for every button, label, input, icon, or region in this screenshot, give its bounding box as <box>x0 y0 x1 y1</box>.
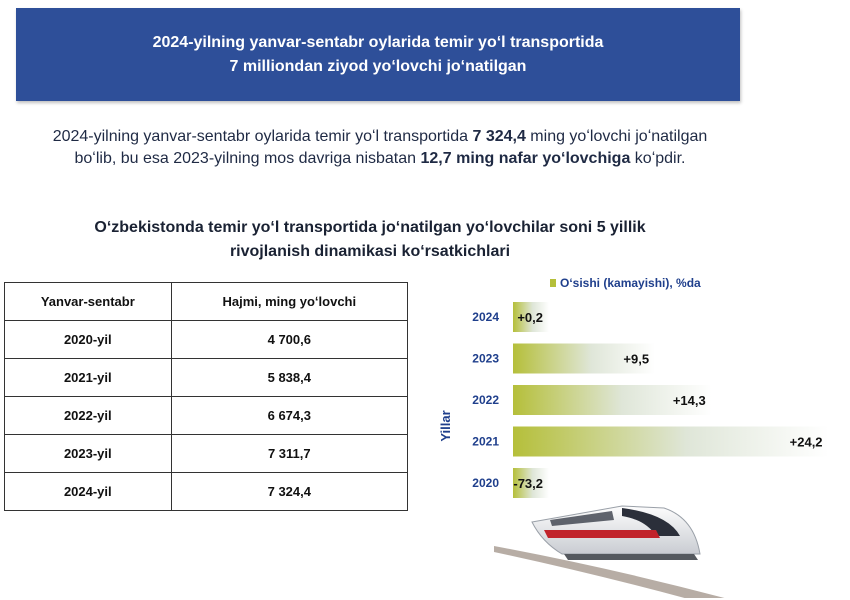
table-cell-value: 4 700,6 <box>171 321 407 359</box>
data-label-2021: +24,2 <box>789 434 823 450</box>
table-row <box>5 397 408 435</box>
lead-text-3: koʻpdir. <box>630 150 686 167</box>
table-cell-value: 7 311,7 <box>171 435 407 473</box>
section-subtitle <box>20 216 720 264</box>
legend-swatch <box>550 279 556 287</box>
lead-text-2: ming yoʻlovchi joʻnatilgan boʻlib, bu esa 2023-yilning mos davriga nisbatan <box>74 128 708 167</box>
lead-paragraph <box>30 126 730 170</box>
growth-bar-chart <box>432 268 832 598</box>
lead-text-1: 2024-yilning yanvar-sentabr oylarida temir yoʻl transportida <box>52 128 473 145</box>
lead-bold-1: 7 324,4 <box>472 128 526 145</box>
title-line-2: 7 milliondan ziyod yoʻlovchi joʻnatilgan <box>229 57 527 75</box>
table-row <box>5 435 408 473</box>
table-row <box>5 473 408 511</box>
table-row <box>5 359 408 397</box>
table-cell-year: 2020-yil <box>5 321 172 359</box>
table-cell-year: 2021-yil <box>5 359 172 397</box>
table-header-volume: Hajmi, ming yoʻlovchi <box>171 283 407 321</box>
table-header-row <box>5 283 408 321</box>
year-tick-label: 2023 <box>472 351 499 366</box>
year-tick-label: 2022 <box>472 393 499 407</box>
title-line-1: 2024-yilning yanvar-sentabr oylarida temir yoʻl transportida <box>152 33 604 51</box>
passengers-table <box>4 282 408 511</box>
lead-bold-2: 12,7 ming nafar yoʻlovchiga <box>420 150 631 167</box>
table-row <box>5 321 408 359</box>
train-illustration <box>494 506 732 598</box>
table-cell-value: 7 324,4 <box>171 473 407 511</box>
data-label-2023: +9,5 <box>623 351 650 367</box>
bar-2021 <box>513 427 829 457</box>
legend-label: Oʻsishi (kamayishi), %da <box>560 276 701 290</box>
subtitle-line-2: rivojlanish dinamikasi koʻrsatkichlari <box>229 243 511 260</box>
table-cell-value: 5 838,4 <box>171 359 407 397</box>
table-header-period: Yanvar-sentabr <box>5 283 172 321</box>
year-tick-label: 2020 <box>472 476 499 490</box>
data-label-2024: +0,2 <box>517 310 543 325</box>
year-tick-label: 2021 <box>472 434 499 449</box>
table-cell-year: 2024-yil <box>5 473 172 511</box>
title-banner <box>16 8 740 101</box>
table-cell-value: 6 674,3 <box>171 397 407 435</box>
y-axis-title: Yillar <box>438 410 453 442</box>
subtitle-line-1: Oʻzbekistonda temir yoʻl transportida joʻnatilgan yoʻlovchilar soni 5 yillik <box>94 219 646 236</box>
table-cell-year: 2023-yil <box>5 435 172 473</box>
year-tick-label: 2024 <box>472 310 499 324</box>
data-label-2022: +14,3 <box>672 393 706 408</box>
data-label-2020: -73,2 <box>513 476 543 491</box>
table-cell-year: 2022-yil <box>5 397 172 435</box>
